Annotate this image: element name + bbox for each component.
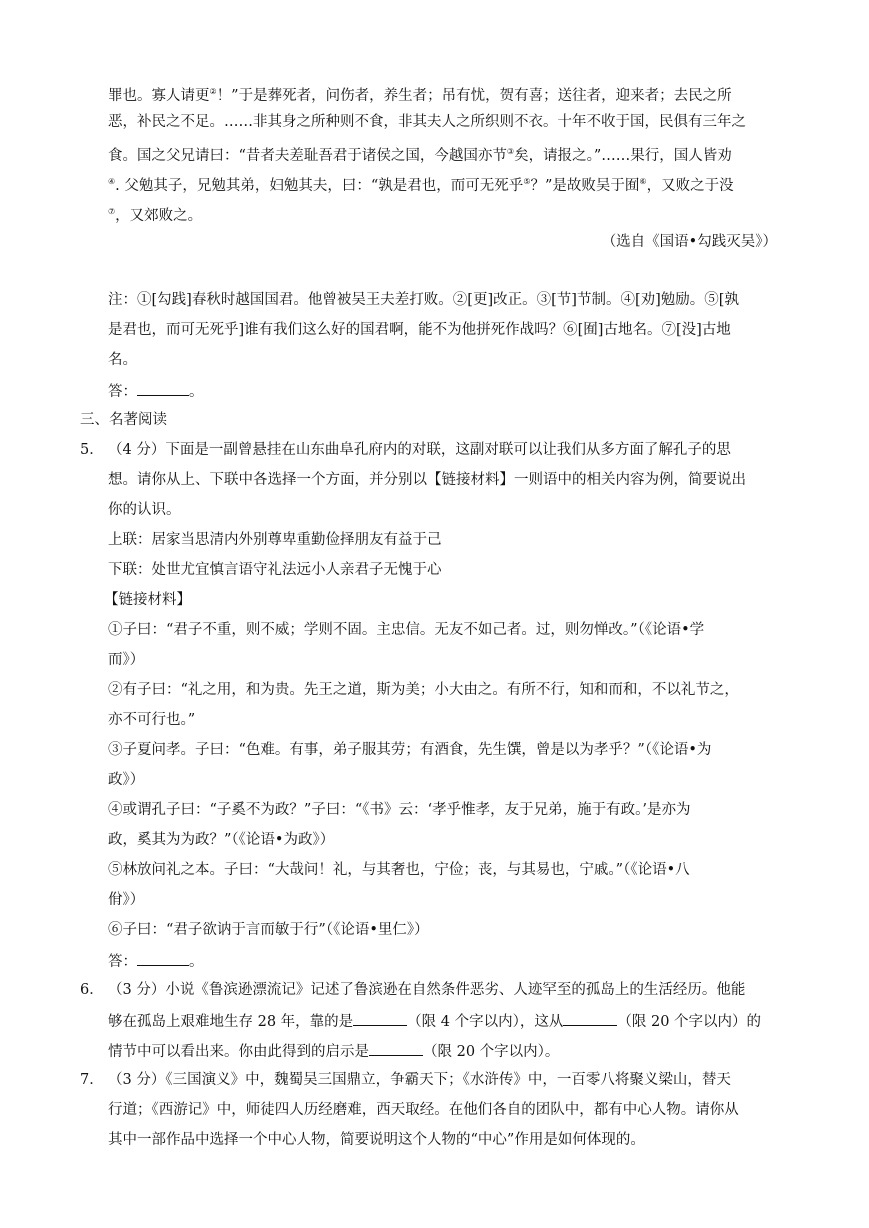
passage-text: 食。国之父兄请曰：“昔者夫差耻吾君于诸侯之国，今越国亦节 — [108, 148, 507, 164]
footnote-marker: ⑦ — [108, 207, 116, 216]
question-7-line-2: 行道；《西游记》中，师徒四人历经磨难，西天取经。在他们各自的团队中，都有中心人物。请你从 — [108, 1102, 739, 1118]
question-6-line-1: （3 分）小说《鲁滨逊漂流记》记述了鲁滨逊在自然条件恶劣、人迹罕至的孤岛上的生活经历。他能 — [108, 982, 746, 998]
couplet-lower: 下联：处世尤宜慎言语守礼法远小人亲君子无愧于心 — [108, 562, 442, 578]
passage-source: （选自《国语•勾践灭吴》） — [601, 234, 777, 250]
material-6: ⑥子曰：“君子欲讷于言而敏于行”（《论语•里仁》） — [108, 922, 429, 938]
fill-blank-1[interactable] — [353, 1010, 407, 1026]
answer-line-5 — [108, 950, 204, 972]
passage-line-4 — [108, 172, 734, 196]
passage-line-1 — [108, 82, 732, 106]
notes-line-3: 名。 — [108, 352, 137, 368]
fill-blank-2[interactable] — [563, 1010, 617, 1026]
answer-end: 。 — [189, 954, 204, 970]
passage-text: ，又败之于没 — [646, 178, 734, 194]
passage-text: ，又郊败之。 — [115, 208, 203, 224]
passage-text: 罪也。寡人请更 — [108, 88, 210, 104]
question-5-line-2: 想。请你从上、下联中各选择一个方面，并分别以【链接材料】一则语中的相关内容为例，简要说出 — [108, 472, 746, 488]
footnote-marker: ② — [209, 87, 217, 96]
passage-text: . 父勉其子，兄勉其弟，妇勉其夫，曰：“孰是君也，而可无死乎 — [115, 178, 524, 194]
passage-text: 矣，请报之。”……果行，国人皆劝 — [514, 148, 732, 164]
question-7-number: 7． — [80, 1072, 104, 1088]
passage-text: ？”是故败吴于囿 — [530, 178, 640, 194]
answer-label: 答： — [108, 384, 137, 400]
footnote-marker: ④ — [108, 177, 116, 186]
material-1-line-1: ①子曰：“君子不重，则不威；学则不固。主忠信。无友不如己者。过，则勿惮改。”（《论语•学 — [108, 622, 705, 638]
answer-line-4 — [108, 380, 204, 402]
footnote-marker: ⑤ — [523, 177, 531, 186]
couplet-upper: 上联：居家当思清内外别尊卑重勤俭择朋友有益于己 — [108, 532, 442, 548]
material-5-line-2: 佾》） — [108, 892, 145, 908]
question-7-line-1: （3 分）《三国演义》中，魏蜀吴三国鼎立，争霸天下；《水浒传》中，一百零八将聚义梁山，替天 — [108, 1072, 731, 1088]
passage-line-5 — [108, 202, 202, 226]
answer-blank[interactable] — [137, 950, 189, 966]
question-text: （限 20 个字以内）。 — [423, 1044, 560, 1060]
passage-line-3 — [108, 142, 732, 166]
section-title: 三、名著阅读 — [80, 412, 167, 428]
question-text: （限 20 个字以内）的 — [617, 1014, 762, 1030]
question-6-number: 6． — [80, 982, 104, 998]
material-3-line-1: ③子夏问孝。子曰：“色难。有事，弟子服其劳；有酒食，先生馔，曾是以为孝乎？”（《论语•为 — [108, 742, 712, 758]
footnote-marker: ③ — [506, 147, 515, 156]
question-text: 够在孤岛上艰难地生存 28 年，靠的是 — [108, 1014, 354, 1030]
passage-line-2: 恶，补民之不足。……非其身之所种则不食，非其夫人之所织则不衣。十年不收于国，民俱有三年之 — [108, 114, 746, 130]
notes-line-1: 注：①[勾践]春秋时越国国君。他曾被吴王夫差打败。②[更]改正。③[节]节制。④[劝]勉励。⑤[孰 — [108, 292, 739, 308]
answer-label: 答： — [108, 954, 137, 970]
notes-line-2: 是君也，而可无死乎]谁有我们这么好的国君啊，能不为他拼死作战吗？⑥[囿]古地名。⑦[没]古地 — [108, 322, 731, 338]
question-6-line-2 — [108, 1010, 761, 1032]
material-4-line-1: ④或谓孔子曰：“子奚不为政？”子曰：“《书》云：‘孝乎惟孝，友于兄弟，施于有政。’是亦为 — [108, 802, 691, 818]
question-text: 情节中可以看出来。你由此得到的启示是 — [108, 1044, 369, 1060]
question-text: （限 4 个字以内），这从 — [407, 1014, 564, 1030]
answer-blank[interactable] — [137, 380, 189, 396]
question-5-number: 5． — [80, 442, 104, 458]
material-2-line-1: ②有子曰：“礼之用，和为贵。先王之道，斯为美；小大由之。有所不行，知和而和，不以礼节之， — [108, 682, 739, 698]
answer-end: 。 — [189, 384, 204, 400]
material-1-line-2: 而》） — [108, 652, 145, 668]
passage-text: ！”于是葬死者，问伤者，养生者；吊有忧，贺有喜；送往者，迎来者；去民之所 — [216, 88, 732, 104]
material-3-line-2: 政》） — [108, 772, 145, 788]
footnote-marker: ⑥ — [639, 177, 647, 186]
material-2-line-2: 亦不可行也。” — [108, 712, 196, 728]
question-6-line-3 — [108, 1040, 559, 1062]
material-5-line-1: ⑤林放问礼之本。子曰：“大哉问！礼，与其奢也，宁俭；丧，与其易也，宁戚。”（《论语•八 — [108, 862, 690, 878]
link-material-title: 【链接材料】 — [104, 592, 191, 608]
fill-blank-3[interactable] — [369, 1040, 423, 1056]
question-5-line-3: 你的认识。 — [108, 502, 181, 518]
question-5-line-1: （4 分）下面是一副曾悬挂在山东曲阜孔府内的对联，这副对联可以让我们从多方面了解孔子的思 — [108, 442, 731, 458]
material-4-line-2: 政，奚其为为政？”（《论语•为政》） — [108, 832, 335, 848]
question-7-line-3: 其中一部作品中选择一个中心人物，简要说明这个人物的“中心”作用是如何体现的。 — [108, 1132, 645, 1148]
